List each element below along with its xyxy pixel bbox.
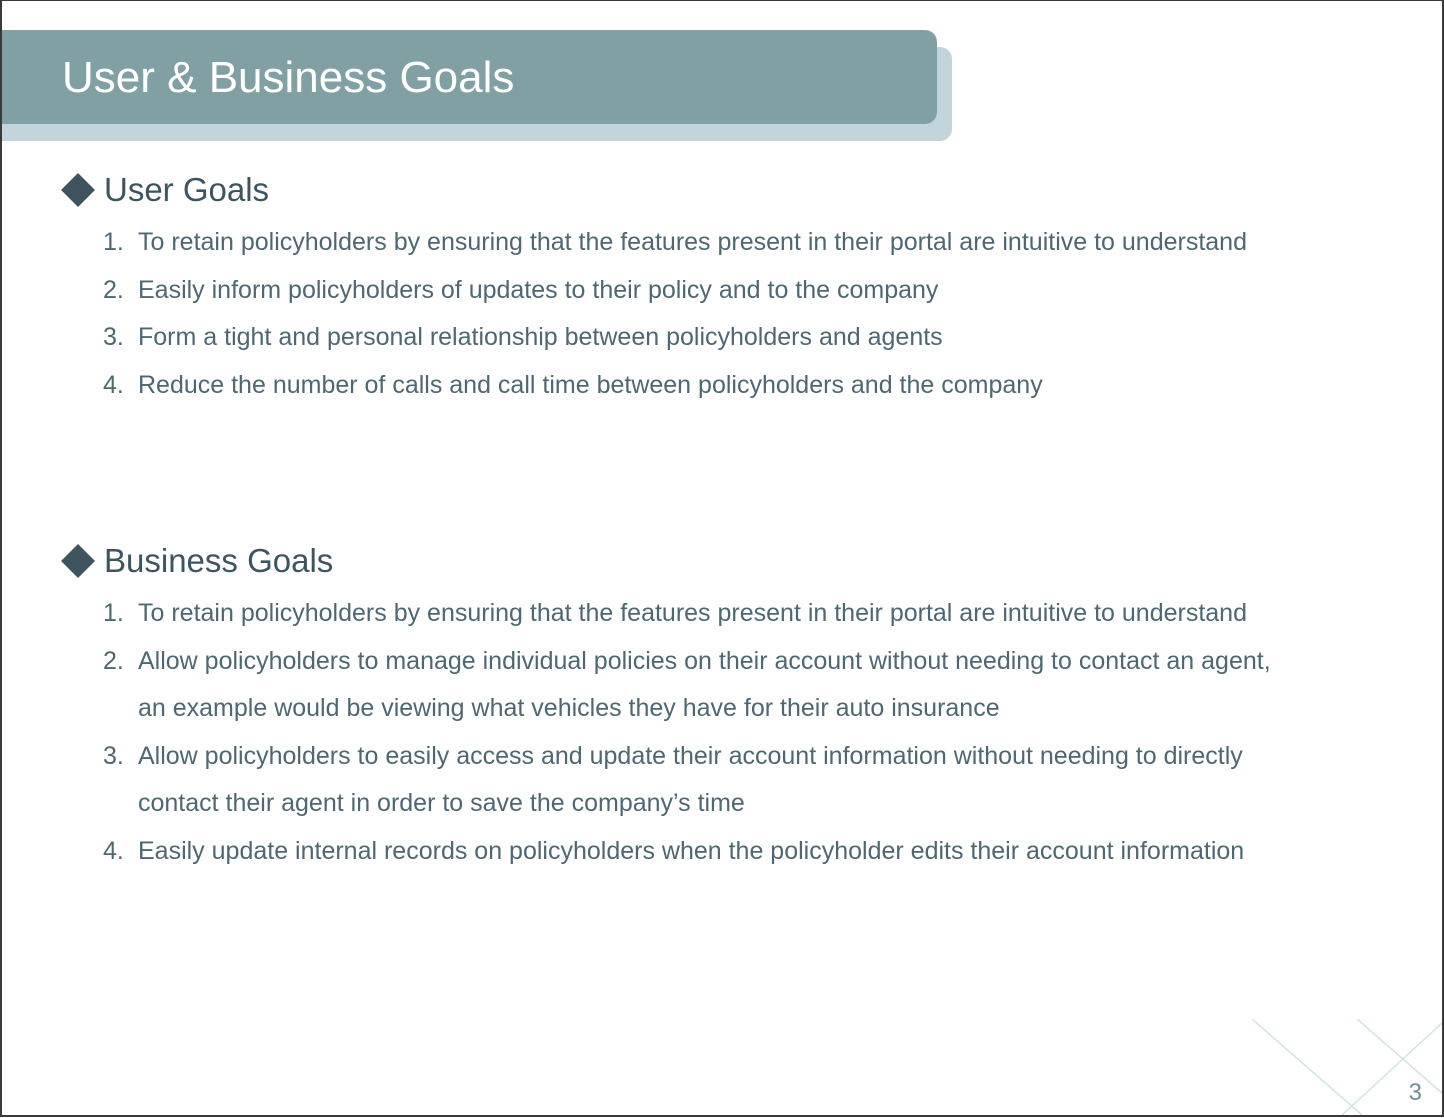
diamond-bullet-icon [61, 173, 95, 207]
list-item-text: Allow policyholders to easily access and update their account information without needing to directly contact their agent in order to save the company’s time [138, 741, 1243, 817]
goal-list [62, 219, 1302, 409]
section-title: Business Goals [104, 542, 334, 579]
list-item-text: Reduce the number of calls and call time between policyholders and the company [138, 370, 1043, 399]
decoration-line [1357, 1019, 1442, 1093]
title-bar [2, 30, 937, 124]
section-header [62, 169, 1302, 211]
list-item-text: Form a tight and personal relationship between policyholders and agents [138, 323, 943, 351]
list-item-text: Allow policyholders to manage individual policies on their account without needing to contact an agent, an example would be viewing what vehicles they have for their auto insurance [138, 646, 1271, 722]
section-header [62, 540, 1302, 582]
list-item-number: 1. [103, 228, 124, 256]
page-number: 3 [1408, 1079, 1422, 1106]
list-item-text: Easily inform policyholders of updates to their policy and to the company [138, 275, 939, 304]
section-user-goals [62, 169, 1302, 409]
list-item [62, 828, 1302, 876]
list-item [62, 733, 1302, 828]
list-item-number: 4. [103, 370, 124, 399]
list-item [62, 362, 1302, 410]
list-item [62, 219, 1302, 267]
list-item-number: 2. [103, 275, 124, 304]
section-business-goals [62, 540, 1302, 875]
list-item-number: 3. [103, 323, 124, 351]
list-item-text: To retain policyholders by ensuring that the features present in their portal are intuitive to understand [138, 228, 1247, 256]
list-item-number: 2. [103, 646, 124, 675]
list-item [62, 267, 1302, 315]
list-item [62, 590, 1302, 638]
list-item [62, 314, 1302, 362]
list-item-number: 1. [103, 599, 124, 627]
section-title: User Goals [104, 171, 270, 208]
decoration-line [1252, 1019, 1362, 1115]
list-item-text: Easily update internal records on policyholders when the policyholder edits their account information [138, 836, 1245, 865]
list-item-number: 3. [103, 741, 124, 770]
decoration-line [1342, 1023, 1442, 1115]
list-item-number: 4. [103, 836, 124, 865]
page-title: User & Business Goals [62, 53, 515, 102]
list-item-text: To retain policyholders by ensuring that the features present in their portal are intuitive to understand [138, 599, 1247, 627]
goal-list [62, 590, 1302, 875]
list-item [62, 638, 1302, 733]
diamond-bullet-icon [61, 544, 95, 578]
